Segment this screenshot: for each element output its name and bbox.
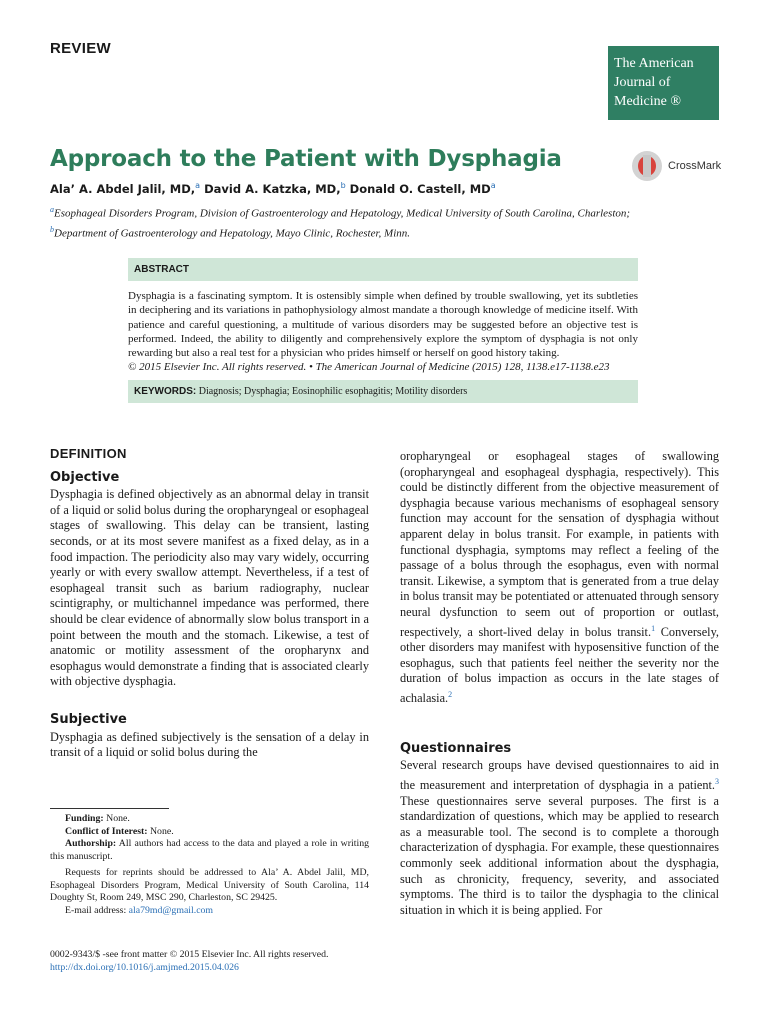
conflict-label: Conflict of Interest:: [65, 825, 148, 837]
conflict-text: None.: [147, 825, 174, 837]
keywords-label: KEYWORDS:: [134, 386, 197, 398]
reference-link[interactable]: 3: [715, 776, 719, 786]
funding-text: None.: [103, 813, 130, 824]
affiliation-line: [50, 202, 630, 222]
affiliations: [50, 202, 630, 241]
email-label: E-mail address:: [65, 904, 129, 916]
issn-line: 0002-9343/$ -see front matter © 2015 Elsevier Inc. All rights reserved.: [50, 949, 329, 960]
paragraph-text: Conversely, other disorders may manifest with hyposensitive function of the esophagus, such that patients feel neither the severity nor the duration of bolus impaction as occurs in the late stages of achalasia.: [400, 624, 720, 706]
author-name: Donald O. Castell, MD: [349, 181, 491, 196]
definition-heading: DEFINITION: [50, 446, 127, 461]
subjective-heading: Subjective: [50, 711, 127, 727]
subjective-continued-paragraph: [400, 449, 719, 707]
crossmark-icon: [632, 151, 662, 181]
abstract-box: [128, 258, 638, 403]
authorship-label: Authorship:: [65, 838, 117, 850]
journal-logo-line-2: Journal of: [614, 75, 671, 90]
author-affiliation-marker[interactable]: b: [340, 181, 346, 190]
crossmark-badge[interactable]: [632, 151, 721, 181]
abstract-heading: ABSTRACT: [128, 258, 638, 281]
affiliation-line: [50, 222, 630, 242]
journal-logo-line-1: The American: [614, 56, 694, 71]
email-note: [50, 905, 369, 918]
affiliation-text: Department of Gastroenterology and Hepatology, Mayo Clinic, Rochester, Minn.: [54, 227, 411, 240]
footnote-divider: [50, 808, 169, 809]
conflict-note: [50, 826, 369, 839]
subjective-paragraph: Dysphagia as defined subjectively is the sensation of a delay in transit of a liquid or solid bolus during the: [50, 729, 369, 760]
keywords-bar: [128, 380, 638, 403]
affiliation-marker: a: [50, 205, 54, 214]
questionnaires-heading: Questionnaires: [400, 740, 512, 756]
email-link[interactable]: ala79md@gmail.com: [128, 904, 214, 916]
questionnaires-paragraph: [400, 758, 719, 918]
author-affiliation-marker[interactable]: a: [490, 181, 496, 190]
article-title: Approach to the Patient with Dysphagia: [50, 146, 562, 172]
journal-logo-line-3: Medicine ®: [614, 94, 682, 109]
paragraph-text: oropharyngeal or esophageal stages of swallowing (oropharyngeal and esophageal dysphagia, respectively). This could be distinctly different from the objective measurement of dysphagia because various mechanisms of esophageal sensory function may account for the sensation of dysphagia without apparent delay in bolus transit. For example, in patients with functional dysphagia, symptoms may reflect a feeling of the passage of a bolus through the esophagus, even with normal transit. Likewise, a symptom that is generated from a true delay in bolus transit may be potentiated or attenuated through sensory neural dysfunction to seem out of proportion or outlast, respectively, a short-lived delay in bolus transit.: [400, 449, 719, 639]
author-name: Ala’ A. Abdel Jalil, MD,: [50, 181, 196, 196]
left-column: [50, 446, 369, 761]
author-name: David A. Katzka, MD,: [204, 181, 341, 196]
objective-paragraph: Dysphagia is defined objectively as an abnormal delay in transit of a liquid or solid bolus during the oropharyngeal or esophageal stages of swallowing. This delay can be transient, lasting seconds, or at its most severe manifest as a fixed delay, as in a food impaction. The periodicity also may vary widely, occurring yearly or with every swallow attempt. Nevertheless, if a test of esophageal transit such as barium radiography, nuclear scintigraphy, or multichannel impedance was performed, there should be clear evidence of abnormally slow bolus transport in a point between the mouth and the stomach. Likewise, a test of anatomic or motility assessment of the oropharynx and esophagus would demonstrate a finding that is associated clearly with objective dysphagia.: [50, 487, 369, 689]
reference-link[interactable]: 2: [448, 690, 453, 699]
affiliation-text: Esophageal Disorders Program, Division of Gastroenterology and Hepatology, Medical University of South Carolina, Charleston;: [54, 207, 631, 220]
publication-info: [50, 948, 328, 974]
authorship-note: [50, 838, 369, 863]
affiliation-marker: b: [50, 224, 54, 234]
paragraph-text: Several research groups have devised questionnaires to aid in the measurement and interpretation of dysphagia in a patient.: [400, 758, 719, 792]
section-label: REVIEW: [50, 40, 111, 57]
author-affiliation-marker[interactable]: a: [195, 181, 201, 190]
right-column: [400, 449, 719, 918]
reference-link[interactable]: 1: [651, 623, 656, 633]
objective-heading: Objective: [50, 469, 120, 485]
abstract-citation: © 2015 Elsevier Inc. All rights reserved. • The American Journal of Medicine (2015) 128, 1138.e17-1138.e23: [128, 361, 610, 374]
author-list: [50, 181, 496, 196]
abstract-body: Dysphagia is a fascinating symptom. It is ostensibly simple when defined by trouble swallowing, yet its subtleties in deciphering and its variations in pathophysiology almost mandate a thorough knowledge of medicine itself. With patience and careful questioning, a multitude of various disorders may be suggested before an objective test is performed. Indeed, the ability to diligently and comprehensively explore the symptom of dysphagia is not only rewarding but also a real test for a physician who prides himself or herself on good history taking.: [128, 290, 638, 360]
crossmark-label: CrossMark: [668, 160, 722, 172]
doi-link[interactable]: http://dx.doi.org/10.1016/j.amjmed.2015.04.026: [50, 962, 239, 973]
reprints-note: Requests for reprints should be addressed to Ala’ A. Abdel Jalil, MD, Esophageal Disorders Program, Medical University of South Carolina, 114 Doughty St, Room 249, MSC 290, Charleston, SC 29425.: [50, 866, 369, 904]
paragraph-text: These questionnaires serve several purposes. The first is a standardization of questions, which may be applied to research as a measurable tool. The second is to complete a thorough characterization of dysphagia. For example, these questionnaires commonly seek additional information about the dysphagia, such as chronicity, frequency, severity, and associated symptoms. The third is to tailor the dysphagia to the clinical situation in which it is being applied. For: [400, 793, 719, 917]
funding-label: Funding:: [65, 813, 104, 824]
funding-note: [50, 813, 369, 826]
footnotes: [50, 808, 369, 918]
journal-logo[interactable]: [608, 46, 719, 120]
keywords-list: Diagnosis; Dysphagia; Eosinophilic esophagitis; Motility disorders: [198, 386, 468, 398]
authorship-text: All authors had access to the data and played a role in writing this manuscript.: [50, 838, 369, 863]
